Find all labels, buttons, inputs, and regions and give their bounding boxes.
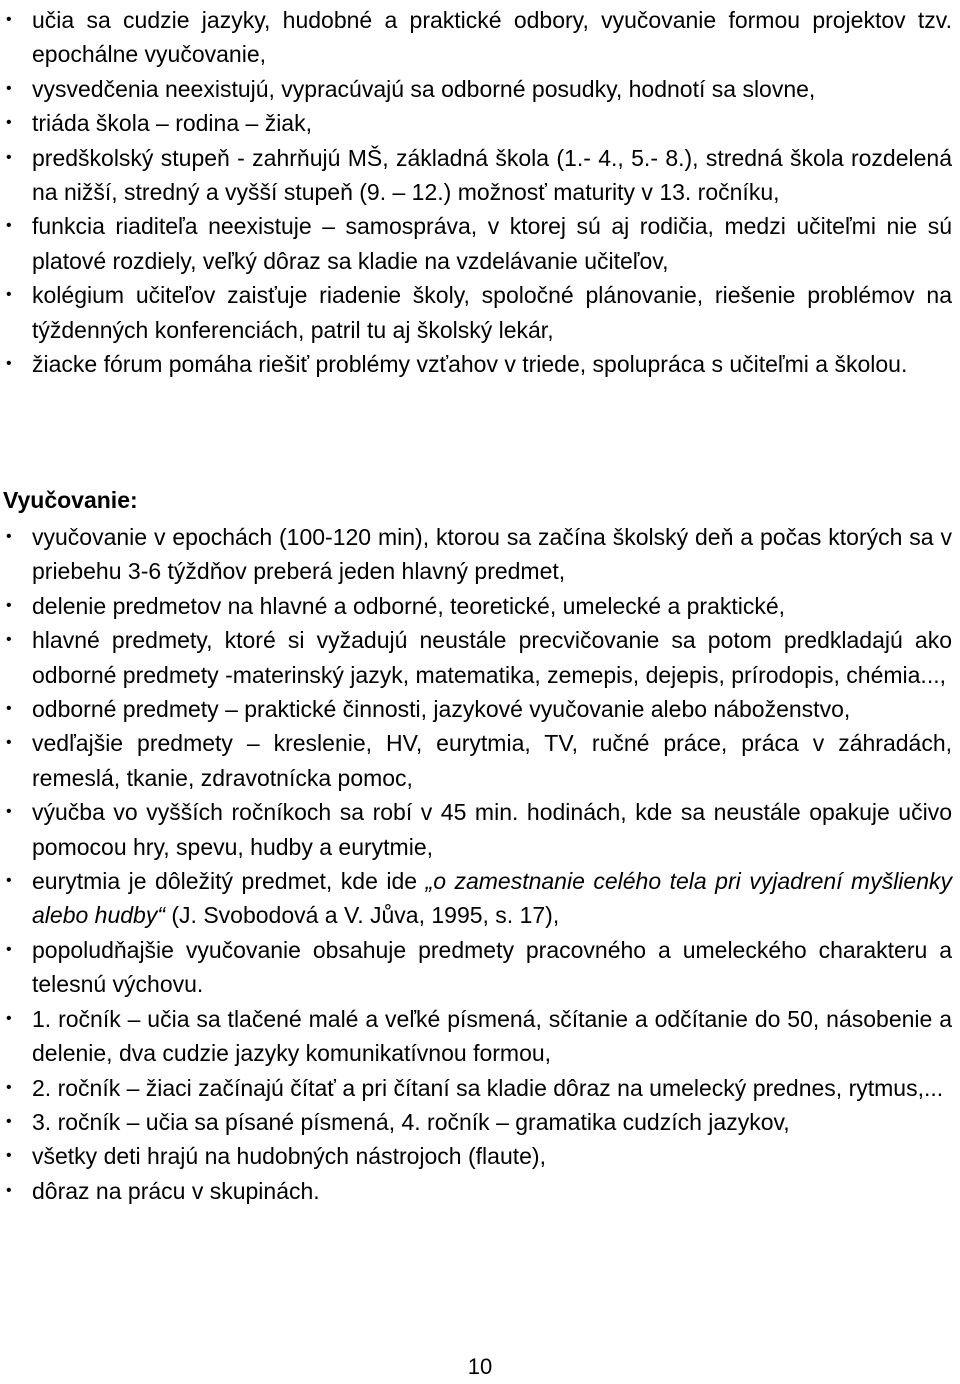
bullet: • (6, 872, 12, 890)
bullet: • (6, 286, 12, 304)
list-item-text: funkcia riaditeľa neexistuje – samospráva, v ktorej sú aj rodičia, medzi učiteľmi nie sú platové rozdiely, veľký dôraz sa kladie na vzdelávanie učiteľov, (32, 213, 952, 274)
list-item-text: dôraz na prácu v skupinách. (32, 1177, 320, 1204)
bullet: • (6, 217, 12, 235)
bullet: • (6, 631, 12, 649)
bullet: • (6, 940, 12, 958)
bullet: • (6, 700, 12, 718)
bullet: • (6, 114, 12, 132)
bullet: • (6, 803, 12, 821)
bullet: • (6, 79, 12, 97)
list-item (0, 623, 956, 692)
list-item (0, 1071, 956, 1105)
list-item (0, 726, 956, 795)
list-item-text: 3. ročník – učia sa písané písmená, 4. ročník – gramatika cudzích jazykov, (32, 1108, 790, 1135)
bullet: • (6, 734, 12, 752)
list-item-text: 1. ročník – učia sa tlačené malé a veľké písmená, sčítanie a odčítanie do 50, násobenie a delenie, dva cudzie jazyky komunikatívnou formou, (32, 1005, 952, 1067)
bullet: • (6, 1078, 12, 1096)
section-heading: Vyučovanie: (3, 487, 138, 513)
bullet: • (6, 1009, 12, 1027)
page-number: 10 (467, 1354, 493, 1379)
list-item (0, 1174, 956, 1208)
list-item-text: hlavné predmety, ktoré si vyžadujú neustále precvičovanie sa potom predkladajú ako odborné predmety -materinský jazyk, matematika, zemepis, dejepis, prírodopis, chémia..., (32, 627, 952, 688)
list-item-text: vyučovanie v epochách (100-120 min), ktorou sa začína školský deň a počas ktorých sa v priebehu 3-6 týždňov preberá jeden hlavný predmet, (32, 524, 952, 585)
list-item (0, 520, 956, 589)
bullet: • (6, 1181, 12, 1199)
list-item-text: všetky deti hrajú na hudobných nástrojoch (flaute), (32, 1143, 546, 1170)
list-item-text: kolégium učiteľov zaisťuje riadenie školy, spoločné plánovanie, riešenie problémov na týždenných konferenciách, patril tu aj školský lekár, (32, 282, 952, 343)
list-item-text: predškolský stupeň - zahrňujú MŠ, základná škola (1.- 4., 5.- 8.), stredná škola rozdelená na nižší, stredný a vyšší stupeň (9. – 12.) možnosť maturity v 13. ročníku, (32, 144, 952, 206)
list-item-text: vedľajšie predmety – kreslenie, HV, eurytmia, TV, ručné práce, práca v záhradách, remeslá, tkanie, zdravotnícka pomoc, (32, 730, 952, 791)
bullet: • (6, 1112, 12, 1130)
bullet: • (6, 355, 12, 373)
bullet: • (6, 528, 12, 545)
school-features-list (0, 3, 956, 381)
list-item (0, 1002, 956, 1071)
list-item (0, 278, 956, 347)
list-item-text: odborné predmety – praktické činnosti, jazykové vyučovanie alebo náboženstvo, (32, 696, 851, 723)
list-item-text: triáda škola – rodina – žiak, (32, 110, 312, 137)
list-item-text: 2. ročník – žiaci začínajú čítať a pri čítaní sa kladie dôraz na umelecký prednes, rytmus,... (32, 1074, 944, 1101)
list-item (0, 106, 956, 140)
list-item-text: delenie predmetov na hlavné a odborné, teoretické, umelecké a praktické, (32, 592, 786, 619)
citation-text: (J. Svobodová a V. Jůva, 1995, s. 17), (165, 902, 560, 929)
list-item (0, 1139, 956, 1173)
teaching-list (0, 520, 956, 1208)
list-item (0, 795, 956, 864)
list-item-eurytmia (0, 864, 956, 933)
list-item-text: žiacke fórum pomáha riešiť problémy vzťahov v triede, spolupráca s učiteľmi a školou. (32, 351, 908, 378)
list-item (0, 1105, 956, 1139)
bullet: • (6, 11, 12, 28)
bullet: • (6, 148, 12, 166)
list-item (0, 141, 956, 210)
list-item (0, 347, 956, 381)
quote-text: „o zamestnanie celého tela pri vyjadrení myšlienky alebo hudby“ (32, 868, 952, 929)
bullet: • (6, 1147, 12, 1165)
list-item (0, 72, 956, 106)
list-item-text: eurytmia je dôležitý predmet, kde ide (32, 868, 426, 895)
list-item-text: popoludňajšie vyučovanie obsahuje predmety pracovného a umeleckého charakteru a telesnú výchovu. (32, 936, 952, 998)
list-item-text: učia sa cudzie jazyky, hudobné a praktické odbory, vyučovanie formou projektov tzv. epochálne vyučovanie, (32, 7, 952, 68)
list-item (0, 933, 956, 1002)
list-item-text: výučba vo vyšších ročníkoch sa robí v 45 min. hodinách, kde sa neustále opakuje učivo pomocou hry, spevu, hudby a eurytmie, (32, 799, 952, 860)
bullet: • (6, 596, 12, 614)
list-item-text: vysvedčenia neexistujú, vypracúvajú sa odborné posudky, hodnotí sa slovne, (32, 75, 816, 102)
list-item (0, 3, 956, 72)
list-item (0, 209, 956, 278)
list-item (0, 692, 956, 726)
list-item (0, 589, 956, 623)
